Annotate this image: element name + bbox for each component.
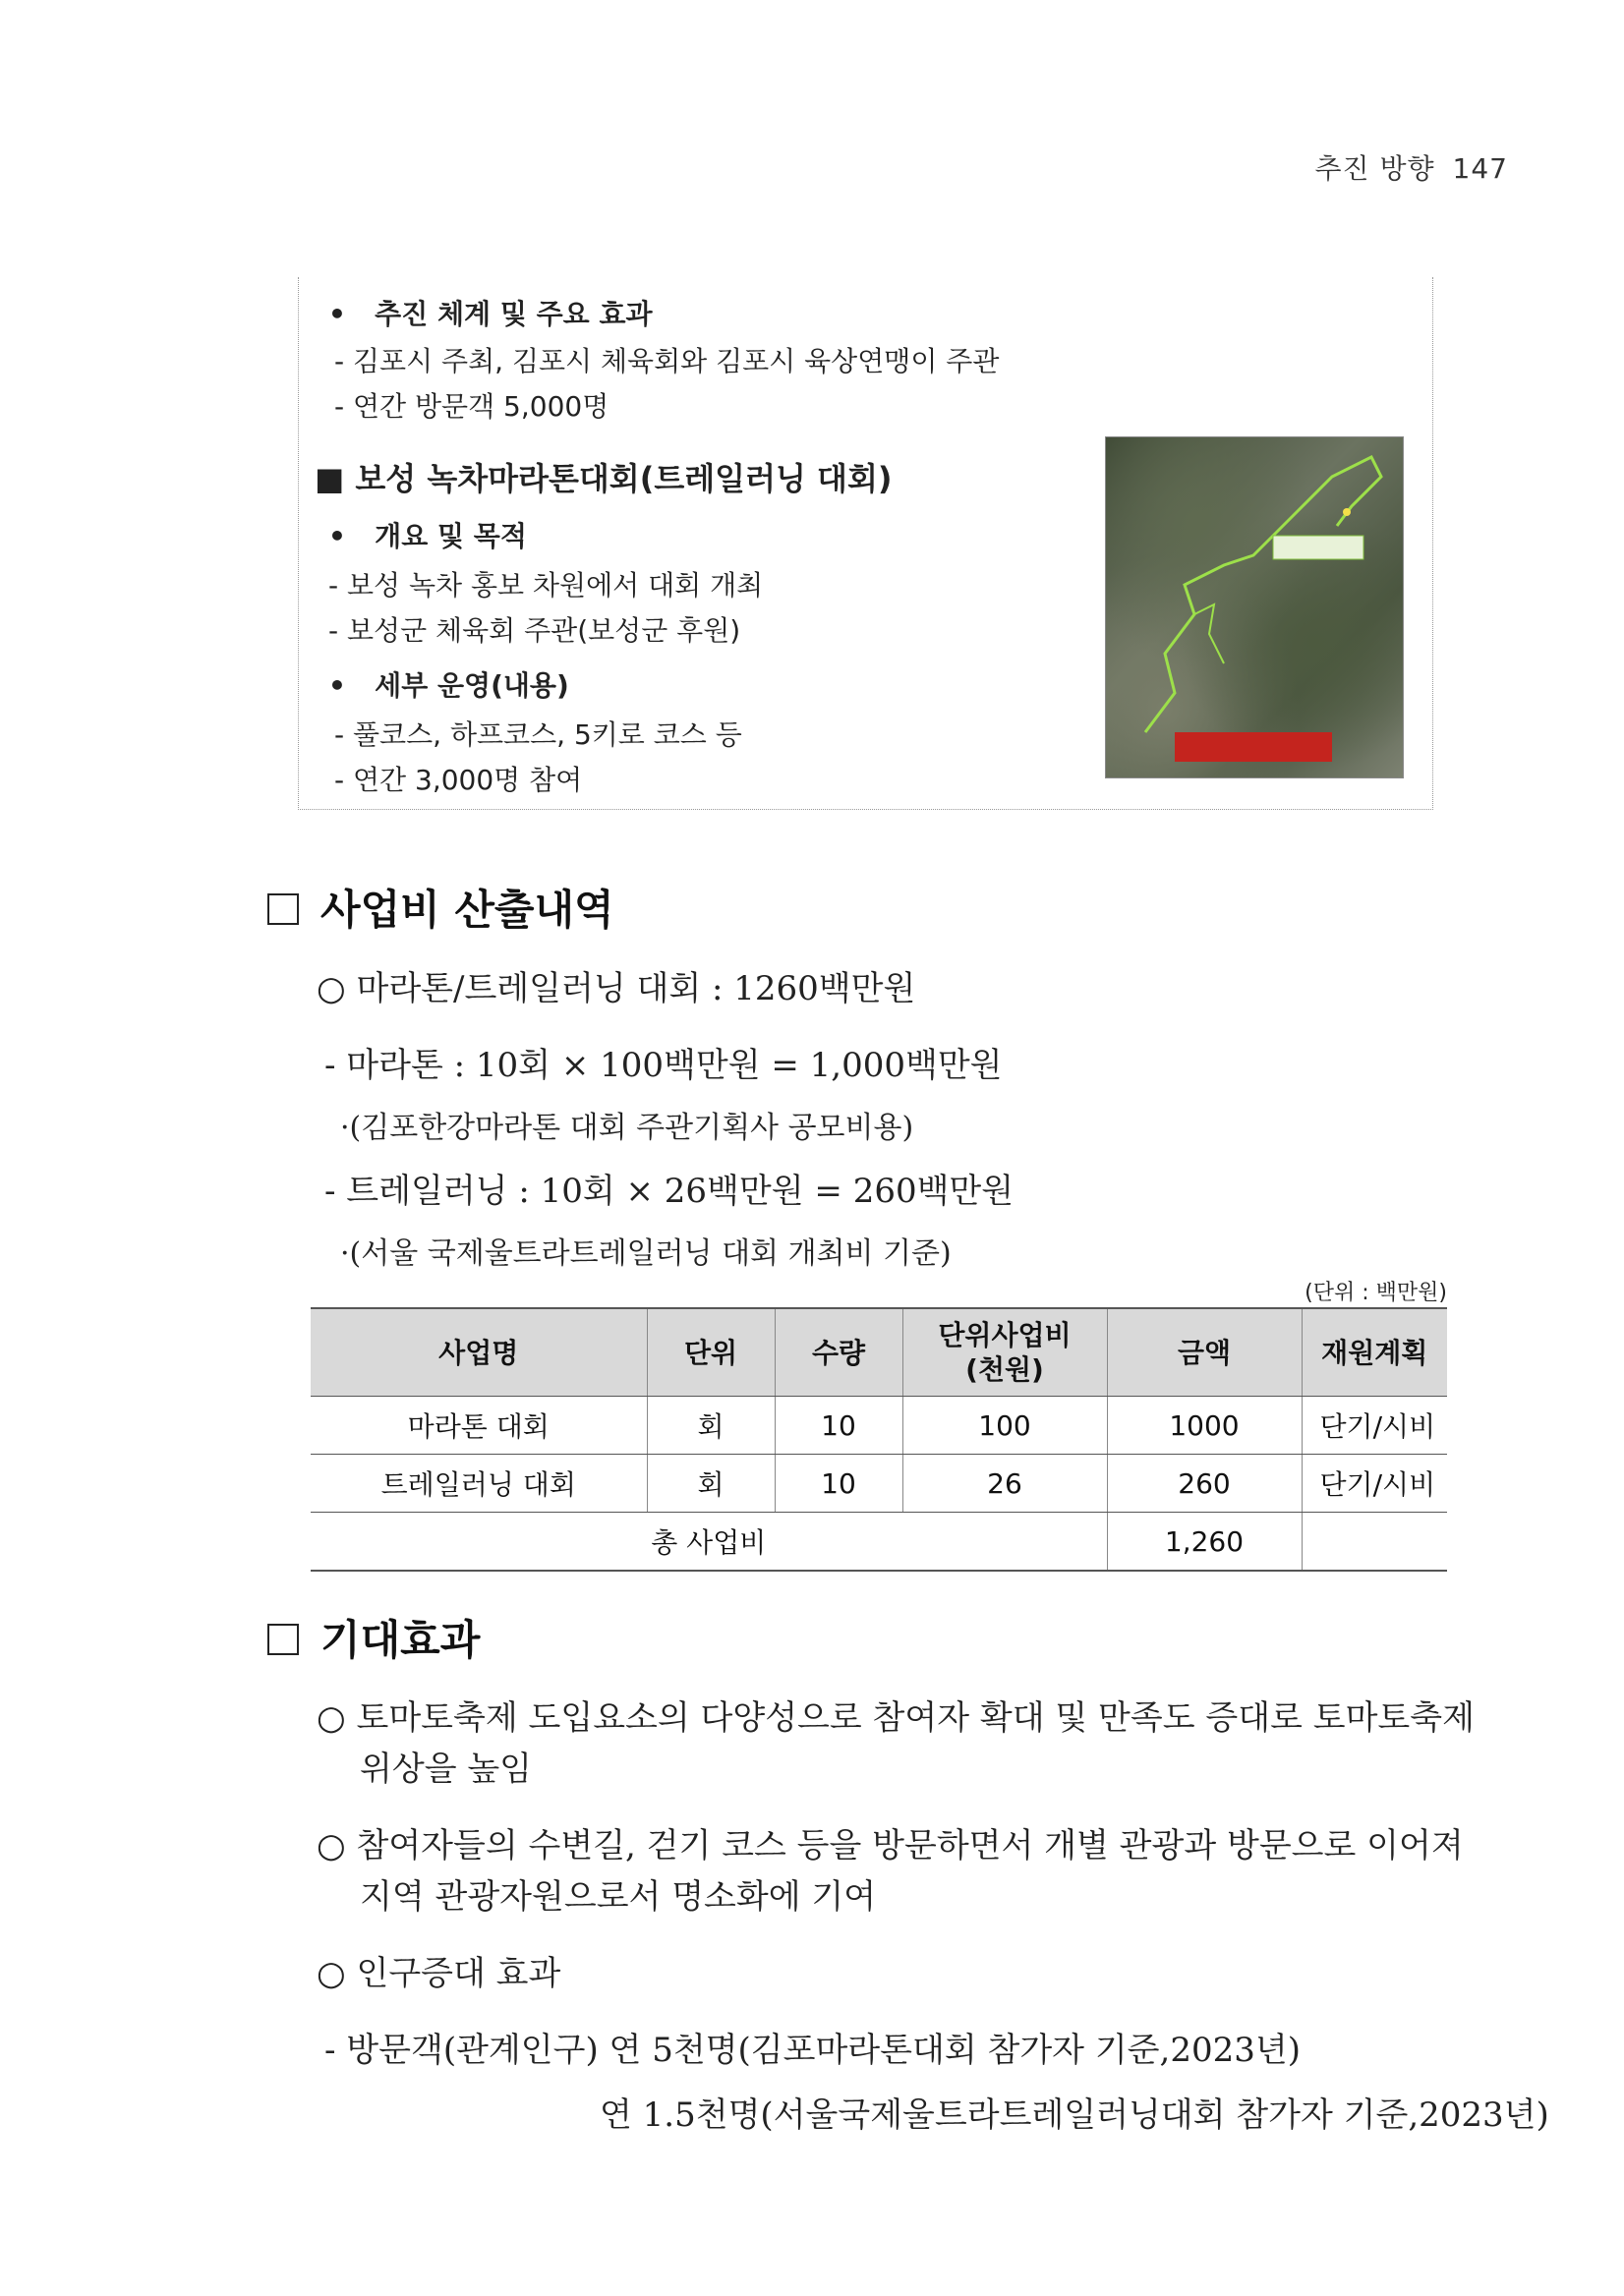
col-header-name: 사업명 [311, 1308, 647, 1397]
total-funding-empty [1302, 1513, 1447, 1572]
bullet-overview-label: 개요 및 목적 [375, 520, 527, 552]
effect-5: 연 1.5천명(서울국제울트라트레일러닝대회 참가자 기준,2023년) [600, 2095, 1549, 2135]
cost-section-label: 사업비 산출내역 [320, 886, 614, 934]
cell-unit-cost: 100 [902, 1397, 1107, 1455]
effect-3: ○ 인구증대 효과 [317, 1954, 561, 1993]
structure-item-2: - 연간 방문객 5,000명 [334, 390, 609, 423]
structure-item-1: - 김포시 주최, 김포시 체육회와 김포시 육상연맹이 주관 [334, 345, 1000, 377]
effect-2-line-1: ○ 참여자들의 수변길, 걷기 코스 등을 방문하면서 개별 관광과 방문으로 이어져 [317, 1826, 1464, 1866]
overview-item-1: - 보성 녹차 홍보 차원에서 대회 개최 [328, 569, 764, 602]
overview-item-2: - 보성군 체육회 주관(보성군 후원) [328, 614, 741, 647]
cell-unit: 회 [647, 1455, 775, 1513]
col-header-funding: 재원계획 [1302, 1308, 1447, 1397]
checkbox-square-icon [267, 1624, 299, 1655]
page-header [1314, 147, 1508, 187]
table-total-row [311, 1513, 1447, 1572]
bullet-operation-label: 세부 운영(내용) [375, 669, 569, 702]
total-label: 총 사업비 [311, 1513, 1107, 1572]
course-route-icon [1106, 437, 1403, 777]
cell-qty: 10 [775, 1397, 902, 1455]
effects-section-title [267, 1608, 480, 1667]
table-row [311, 1455, 1447, 1513]
bullet-structure: • 추진 체계 및 주요 효과 [328, 298, 653, 330]
course-map-image [1105, 436, 1404, 778]
cost-line-2: - 마라톤 : 10회 × 100백만원 = 1,000백만원 [324, 1046, 1003, 1085]
cell-qty: 10 [775, 1455, 902, 1513]
effect-1-line-1: ○ 토마토축제 도입요소의 다양성으로 참여자 확대 및 만족도 증대로 토마토축제 [317, 1698, 1475, 1738]
col-header-unit-cost: 단위사업비 (천원) [902, 1308, 1107, 1397]
col-header-amount: 금액 [1107, 1308, 1302, 1397]
cell-unit: 회 [647, 1397, 775, 1455]
cell-name: 트레일러닝 대회 [311, 1455, 647, 1513]
bullet-overview: • 개요 및 목적 [328, 520, 527, 552]
budget-table [311, 1307, 1447, 1572]
cost-section-title [267, 878, 614, 937]
table-row [311, 1397, 1447, 1455]
cell-unit-cost: 26 [902, 1455, 1107, 1513]
header-section: 추진 방향 [1314, 152, 1435, 185]
col-header-unit: 단위 [647, 1308, 775, 1397]
cost-line-4: - 트레일러닝 : 10회 × 26백만원 = 260백만원 [324, 1172, 1015, 1211]
operation-item-1: - 풀코스, 하프코스, 5키로 코스 등 [334, 718, 742, 751]
cost-line-5: ·(서울 국제울트라트레일러닝 대회 개최비 기준) [340, 1236, 952, 1271]
cell-amount: 260 [1107, 1455, 1302, 1513]
boseong-section-title: ■ 보성 녹차마라톤대회(트레일러닝 대회) [315, 460, 893, 497]
effect-2-line-2: 지역 관광자원으로서 명소화에 기여 [360, 1877, 877, 1917]
cost-line-1: ○ 마라톤/트레일러닝 대회 : 1260백만원 [317, 969, 916, 1008]
total-value: 1,260 [1107, 1513, 1302, 1572]
info-box [298, 277, 1433, 810]
col-header-qty: 수량 [775, 1308, 902, 1397]
cost-line-3: ·(김포한강마라톤 대회 주관기획사 공모비용) [340, 1111, 914, 1145]
cell-name: 마라톤 대회 [311, 1397, 647, 1455]
cell-amount: 1000 [1107, 1397, 1302, 1455]
cell-funding: 단기/시비 [1302, 1397, 1447, 1455]
effect-4: - 방문객(관계인구) 연 5천명(김포마라톤대회 참가자 기준,2023년) [324, 2031, 1301, 2070]
page-number: 147 [1452, 152, 1508, 185]
cell-funding: 단기/시비 [1302, 1455, 1447, 1513]
effects-section-label: 기대효과 [320, 1616, 481, 1664]
unit-label: (단위 : 백만원) [1305, 1281, 1447, 1305]
operation-item-2: - 연간 3,000명 참여 [334, 764, 583, 796]
checkbox-square-icon [267, 893, 299, 925]
bullet-operation: • 세부 운영(내용) [328, 669, 569, 702]
effect-1-line-2: 위상을 높임 [360, 1750, 533, 1789]
table-header-row [311, 1308, 1447, 1397]
bullet-structure-label: 추진 체계 및 주요 효과 [375, 298, 653, 330]
